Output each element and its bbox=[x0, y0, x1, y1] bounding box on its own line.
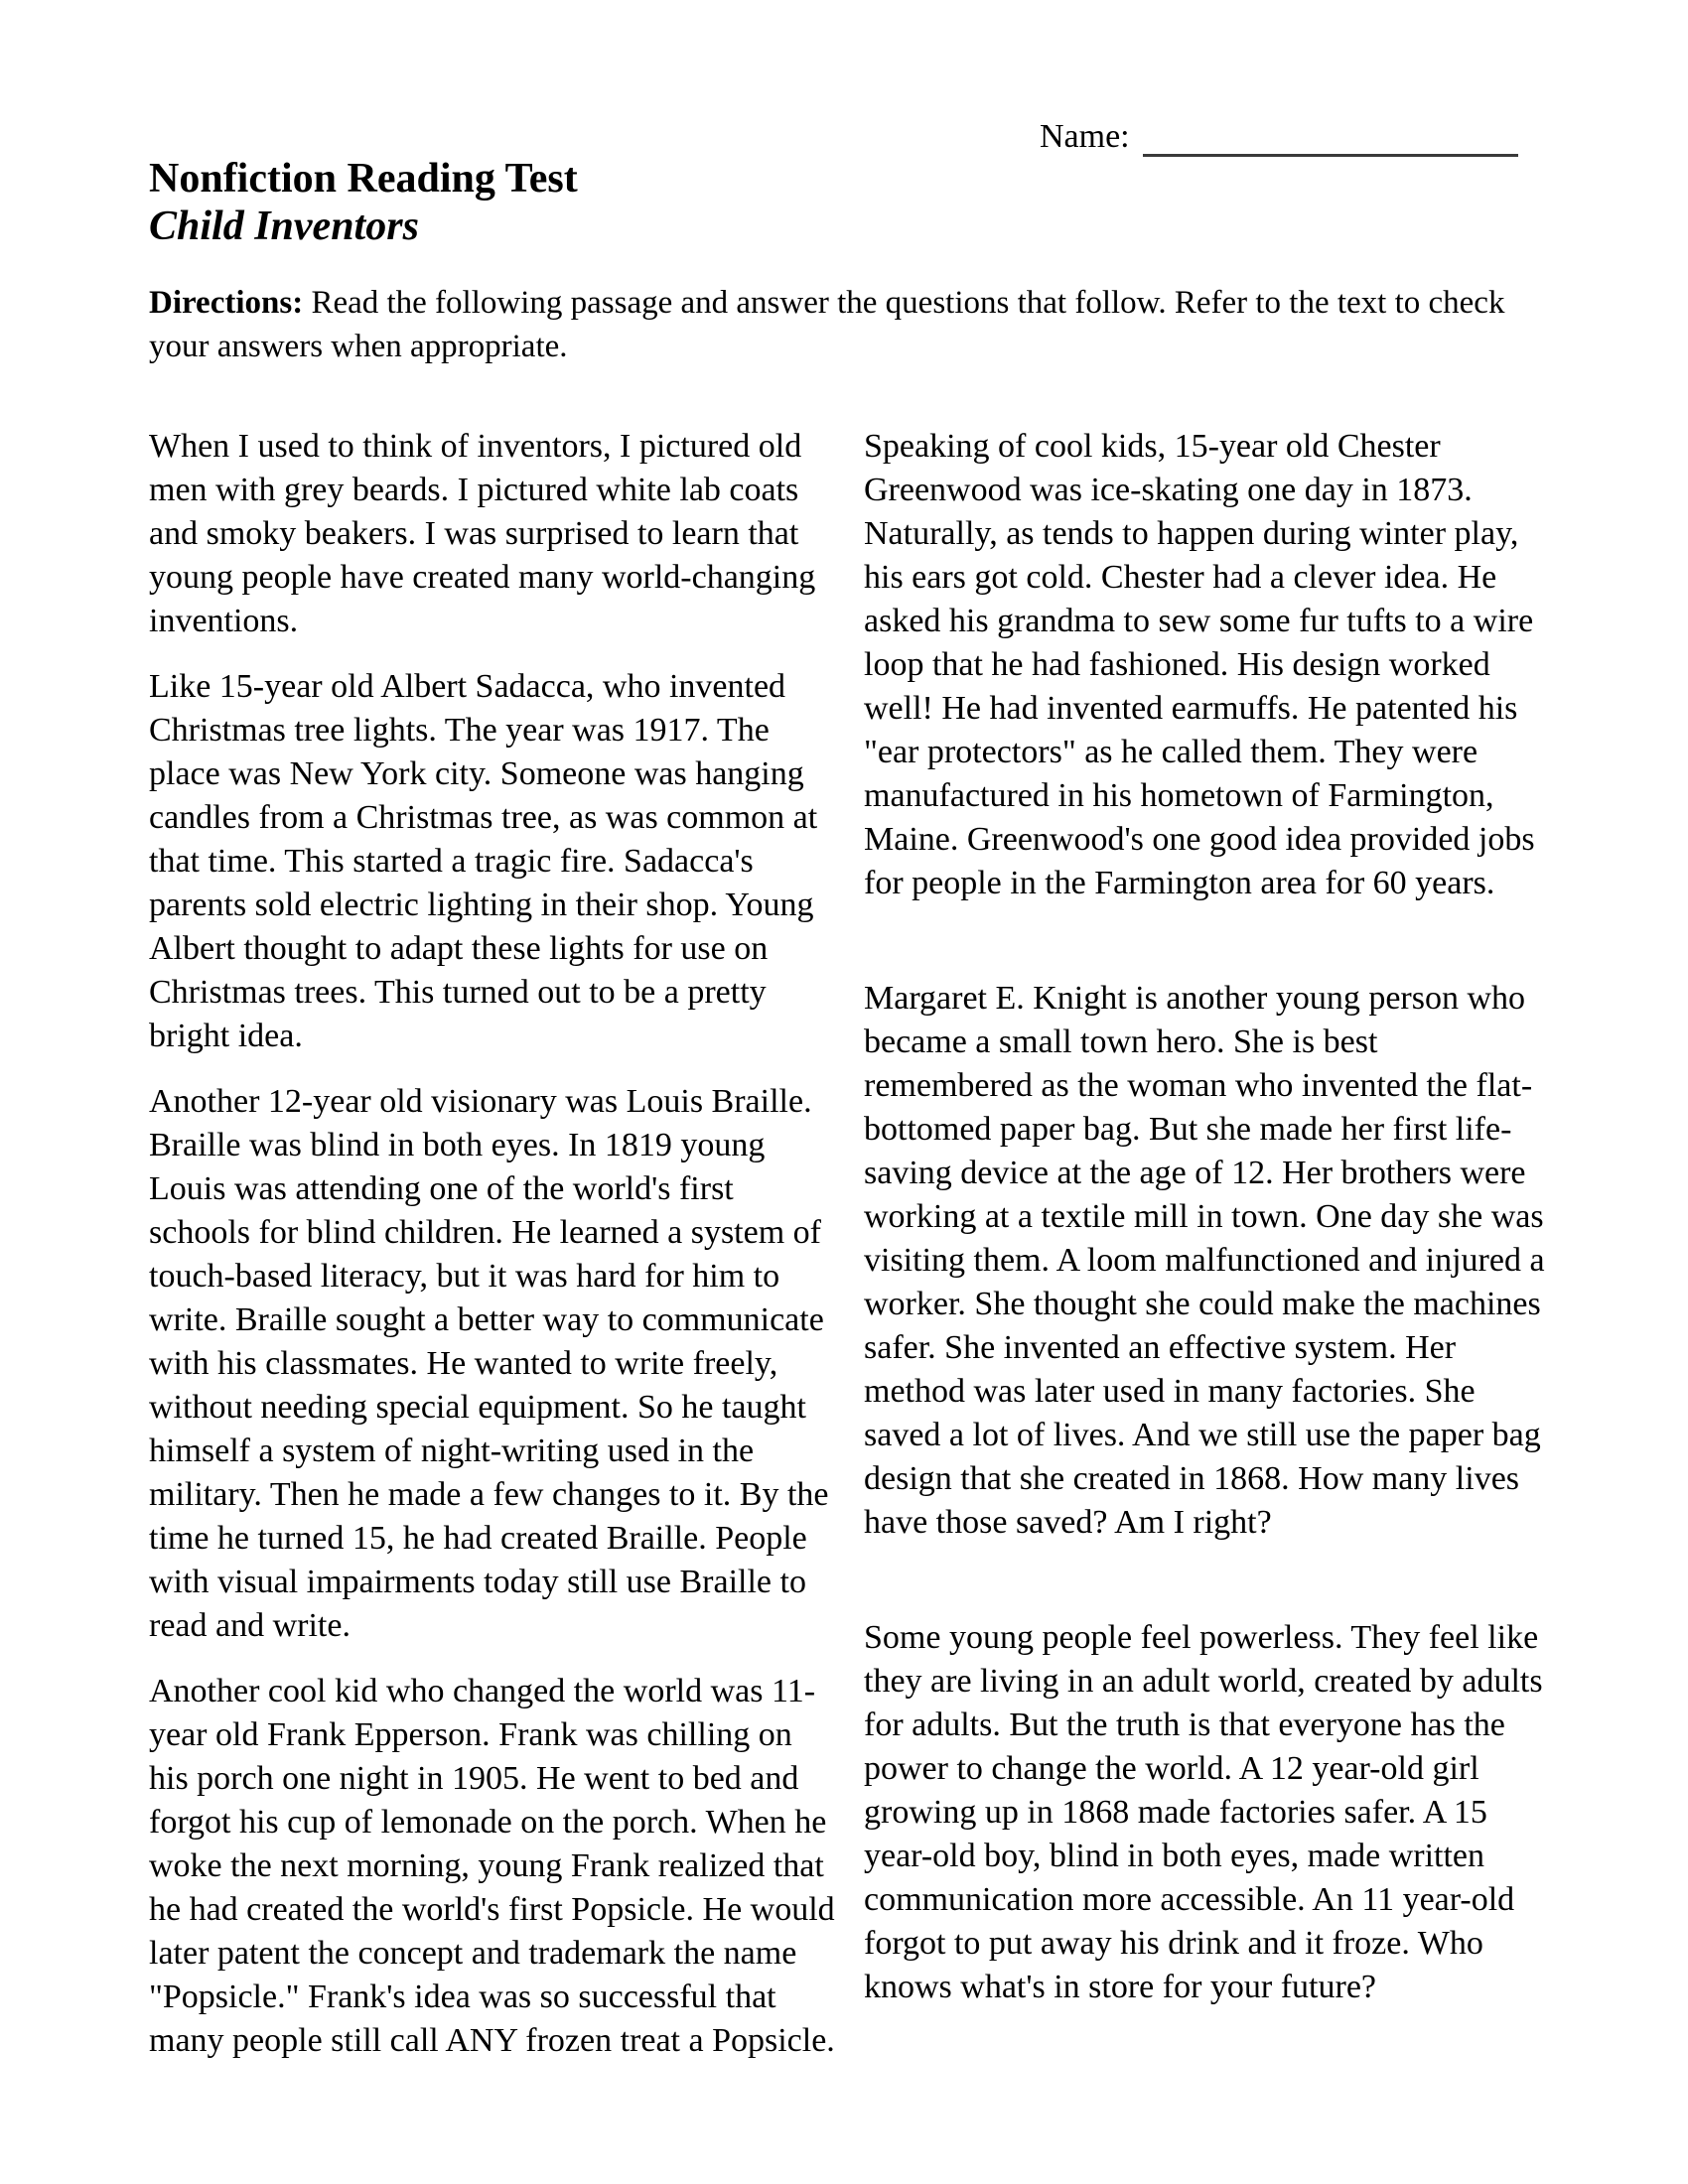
paragraph-epperson: Another cool kid who changed the world was 11-year old Frank Epperson. Frank was chilling on his porch one night in 1905. He went to bed and forgot his cup of lemonade on the porch. When he woke the next morning, young Frank realized that he had created the world's first Popsicle. He would later patent the concept and trademark the name "Popsicle." Frank's idea was so successful that many people still call ANY frozen treat a Popsicle. bbox=[149, 1673, 835, 2059]
title-block bbox=[149, 155, 578, 250]
paragraph-knight: Margaret E. Knight is another young person who became a small town hero. She is best remembered as the woman who invented the flat-bottomed paper bag. But she made her first life-saving device at the age of 12. Her brothers were working at a textile mill in town. One day she was visiting them. A loom malfunctioned and injured a worker. She thought she could make the machines safer. She invented an effective system. Her method was later used in many factories. She saved a lot of lives. And we still use the paper bag design that she created in 1868. How many lives have those saved? Am I right? bbox=[864, 980, 1545, 1541]
passage-column-left bbox=[149, 425, 836, 2085]
page-subtitle: Child Inventors bbox=[149, 204, 419, 249]
passage-column-right bbox=[864, 425, 1551, 2085]
paragraph-sadacca: Like 15-year old Albert Sadacca, who invented Christmas tree lights. The year was 1917. The place was New York city. Someone was hanging candles from a Christmas tree, as was common at that time. This started a tragic fire. Sadacca's parents sold electric lighting in their shop. Young Albert thought to adapt these lights for use on Christmas trees. This turned out to be a pretty bright idea. bbox=[149, 668, 818, 1054]
directions-label: Directions: bbox=[149, 285, 304, 321]
paragraph-intro: When I used to think of inventors, I pictured old men with grey beards. I pictured white lab coats and smoky beakers. I was surprised to learn that young people have created many world-changing inventions. bbox=[149, 428, 816, 639]
paragraph-braille: Another 12-year old visionary was Louis Braille. Braille was blind in both eyes. In 1819 young Louis was attending one of the world's first schools for blind children. He learned a system of touch-based literacy, but it was hard for him to write. Braille sought a better way to communicate with his classmates. He wanted to write freely, without needing special equipment. So he taught himself a system of night-writing used in the military. Then he made a few changes to it. By the time he turned 15, he had created Braille. People with visual impairments today still use Braille to read and write. bbox=[149, 1083, 829, 1644]
name-field bbox=[1040, 117, 1518, 157]
passage-columns bbox=[149, 425, 1551, 2085]
directions-text: Read the following passage and answer the questions that follow. Refer to the text to check your answers when appropriate. bbox=[149, 285, 1505, 364]
name-label: Name: bbox=[1040, 118, 1130, 155]
name-underline bbox=[1143, 120, 1518, 157]
page-title: Nonfiction Reading Test bbox=[149, 156, 578, 202]
directions bbox=[149, 281, 1534, 368]
paragraph-conclusion: Some young people feel powerless. They feel like they are living in an adult world, created by adults for adults. But the truth is that everyone has the power to change the world. A 12 year-old girl growing up in 1868 made factories safer. A 15 year-old boy, blind in both eyes, made written communication more accessible. An 11 year-old forgot to put away his drink and it froze. Who knows what's in store for your future? bbox=[864, 1619, 1543, 2005]
paragraph-greenwood: Speaking of cool kids, 15-year old Chester Greenwood was ice-skating one day in 1873. Naturally, as tends to happen during winter play, his ears got cold. Chester had a clever idea. He asked his grandma to sew some fur tufts to a wire loop that he had fashioned. His design worked well! He had invented earmuffs. He patented his "ear protectors" as he called them. They were manufactured in his hometown of Farmington, Maine. Greenwood's one good idea provided jobs for people in the Farmington area for 60 years. bbox=[864, 428, 1535, 901]
